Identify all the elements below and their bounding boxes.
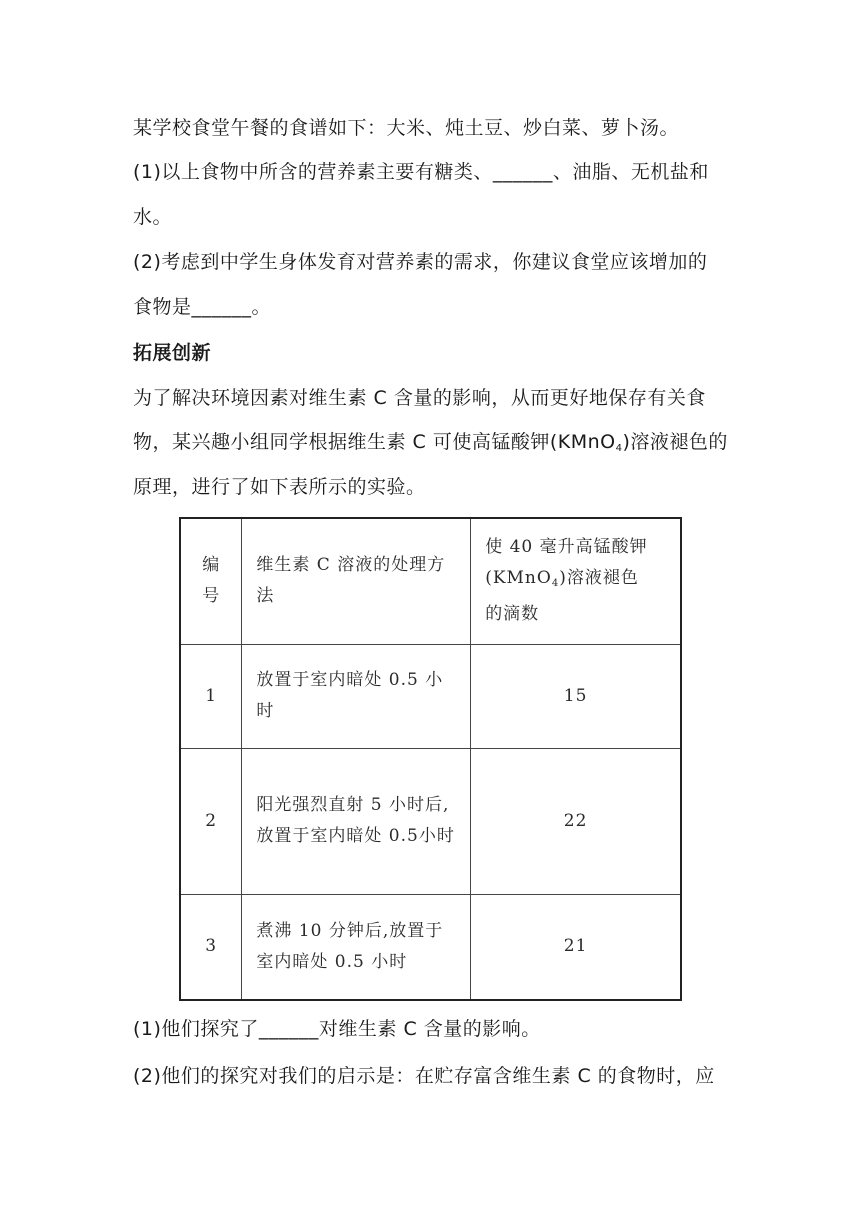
header-drops-line-3: 的滴数 bbox=[485, 604, 540, 625]
intro-text: 某学校食堂午餐的食谱如下：大米、炖土豆、炒白菜、萝卜汤。 bbox=[133, 117, 680, 139]
question-2-line-2: 食物是______。 bbox=[133, 296, 272, 318]
header-drops-line-2-text: (KMnO bbox=[485, 568, 552, 589]
row-method: 放置于室内暗处 0.5 小时 bbox=[242, 644, 471, 748]
header-drops-line-2 bbox=[485, 563, 666, 599]
header-drops-line-2-end: )溶液褪色 bbox=[559, 568, 639, 589]
experiment-table bbox=[179, 517, 682, 1001]
paragraph-2-line-1: 为了解决环境因素对维生素 C 含量的影响，从而更好地保存有关食 bbox=[133, 387, 706, 409]
table-header-row bbox=[180, 518, 681, 644]
row-method: 煮沸 10 分钟后,放置于室内暗处 0.5 小时 bbox=[242, 894, 471, 1000]
row-number: 3 bbox=[180, 894, 242, 1000]
table-row bbox=[180, 894, 681, 1000]
question-1-line-2: 水。 bbox=[133, 206, 173, 228]
paragraph-2-line-2 bbox=[133, 430, 733, 461]
paragraph-2-line-2-text-end: )溶液褪色的 bbox=[622, 431, 728, 453]
subscript: 4 bbox=[615, 443, 623, 454]
paragraph-2-line-2-text: 物，某兴趣小组同学根据维生素 C 可使高锰酸钾(KMnO bbox=[133, 431, 616, 453]
question-3: (1)他们探究了______对维生素 C 含量的影响。 bbox=[133, 1018, 541, 1040]
header-number: 编号 bbox=[180, 518, 242, 644]
row-number: 1 bbox=[180, 644, 242, 748]
paragraph-2-line-3: 原理，进行了如下表所示的实验。 bbox=[133, 476, 426, 498]
header-subscript: 4 bbox=[551, 578, 560, 590]
table-row bbox=[180, 644, 681, 748]
row-method: 阳光强烈直射 5 小时后,放置于室内暗处 0.5小时 bbox=[242, 748, 471, 894]
table-row bbox=[180, 748, 681, 894]
row-number: 2 bbox=[180, 748, 242, 894]
question-4-line-1: (2)他们的探究对我们的启示是：在贮存富含维生素 C 的食物时，应 bbox=[133, 1065, 715, 1087]
question-2-line-1: (2)考虑到中学生身体发育对营养素的需求，你建议食堂应该增加的 bbox=[133, 251, 708, 273]
row-drops: 22 bbox=[471, 748, 681, 894]
question-1-line-1: (1)以上食物中所含的营养素主要有糖类、______、油脂、无机盐和 bbox=[133, 161, 709, 183]
row-drops: 15 bbox=[471, 644, 681, 748]
header-method: 维生素 C 溶液的处理方法 bbox=[242, 518, 471, 644]
header-drops bbox=[471, 518, 681, 644]
row-drops: 21 bbox=[471, 894, 681, 1000]
section-title: 拓展创新 bbox=[133, 342, 212, 364]
header-drops-line-1: 使 40 毫升高锰酸钾 bbox=[485, 537, 648, 558]
